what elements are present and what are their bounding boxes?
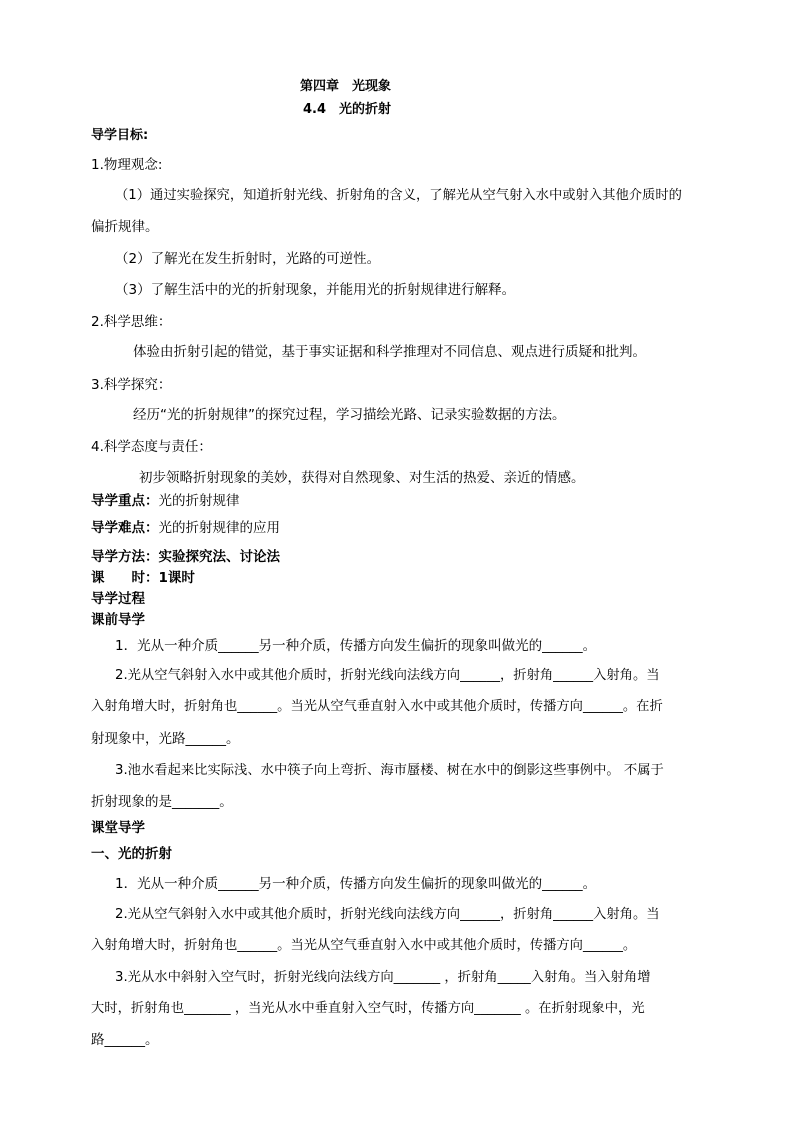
pre-question-2b: 入射角增大时，折射角也______。当光从空气垂直射入水中或其他介质时，传播方向______。在折 — [91, 699, 663, 714]
goal-1-item-1a: （1）通过实验探究，知道折射光线、折射角的含义，了解光从空气射入水中或射入其他介质时的 — [115, 188, 682, 203]
pre-question-2a: 2.光从空气斜射入水中或其他介质时，折射光线向法线方向______，折射角______入射角。当 — [115, 668, 660, 683]
class-heading: 课堂导学 — [91, 820, 145, 836]
class-question-3a: 3.光从水中斜射入空气时，折射光线向法线方向_______ ，折射角_____入射角。当入射角增 — [115, 970, 651, 985]
goal-3-title: 3.科学探究： — [91, 377, 172, 393]
pre-question-3b: 折射现象的是_______。 — [91, 794, 233, 810]
process-heading: 导学过程 — [91, 591, 145, 607]
class-question-1: 1．光从一种介质______另一种介质，传播方向发生偏折的现象叫做光的______。 — [115, 876, 597, 892]
part-1-heading: 一、光的折射 — [91, 846, 172, 862]
section-title: 4.4 光的折射 — [303, 102, 392, 117]
class-question-2b: 入射角增大时，折射角也______。当光从空气垂直射入水中或其他介质时，传播方向______。 — [91, 938, 637, 953]
key-point — [91, 492, 240, 510]
goal-2-text: 体验由折射引起的错觉，基于事实证据和科学推理对不同信息、观点进行质疑和批判。 — [133, 344, 646, 360]
class-question-3b: 大时，折射角也_______ ，当光从水中垂直射入空气时，传播方向_______ 。在折射现象中，光 — [91, 1001, 645, 1016]
goal-2-title: 2.科学思维： — [91, 314, 172, 330]
period-line: 课 时：1课时 — [91, 570, 195, 586]
goal-1-item-3: （3）了解生活中的光的折射现象，并能用光的折射规律进行解释。 — [115, 282, 516, 298]
goal-4-title: 4.科学态度与责任： — [91, 439, 212, 455]
pre-class-heading: 课前导学 — [91, 612, 145, 628]
goal-1-item-1b: 偏折规律。 — [91, 219, 159, 235]
key-point-text: 光的折射规律 — [158, 493, 240, 509]
method-line: 导学方法：实验探究法、讨论法 — [91, 549, 280, 565]
pre-question-2c: 射现象中，光路______。 — [91, 731, 240, 747]
class-question-2a: 2.光从空气斜射入水中或其他介质时，折射光线向法线方向______，折射角______入射角。当 — [115, 907, 660, 922]
difficult-point-text: 光的折射规律的应用 — [158, 520, 280, 536]
chapter-title: 第四章 光现象 — [300, 79, 392, 94]
pre-question-1: 1．光从一种介质______另一种介质，传播方向发生偏折的现象叫做光的______。 — [115, 638, 597, 654]
goal-4-text: 初步领略折射现象的美妙，获得对自然现象、对生活的热爱、亲近的情感。 — [139, 470, 585, 486]
class-question-3c: 路______。 — [91, 1032, 159, 1048]
goal-1-item-2: （2）了解光在发生折射时，光路的可逆性。 — [115, 251, 381, 267]
difficult-point — [91, 519, 280, 537]
goal-3-text: 经历“光的折射规律”的探究过程，学习描绘光路、记录实验数据的方法。 — [133, 407, 566, 423]
difficult-point-label: 导学难点： — [91, 520, 159, 536]
goals-heading: 导学目标: — [91, 128, 149, 143]
pre-question-3a: 3.池水看起来比实际浅、水中筷子向上弯折、海市蜃楼、树在水中的倒影这些事例中。 不属于 — [115, 763, 664, 778]
key-point-label: 导学重点： — [91, 493, 159, 509]
goal-1-title: 1.物理观念: — [91, 157, 163, 173]
